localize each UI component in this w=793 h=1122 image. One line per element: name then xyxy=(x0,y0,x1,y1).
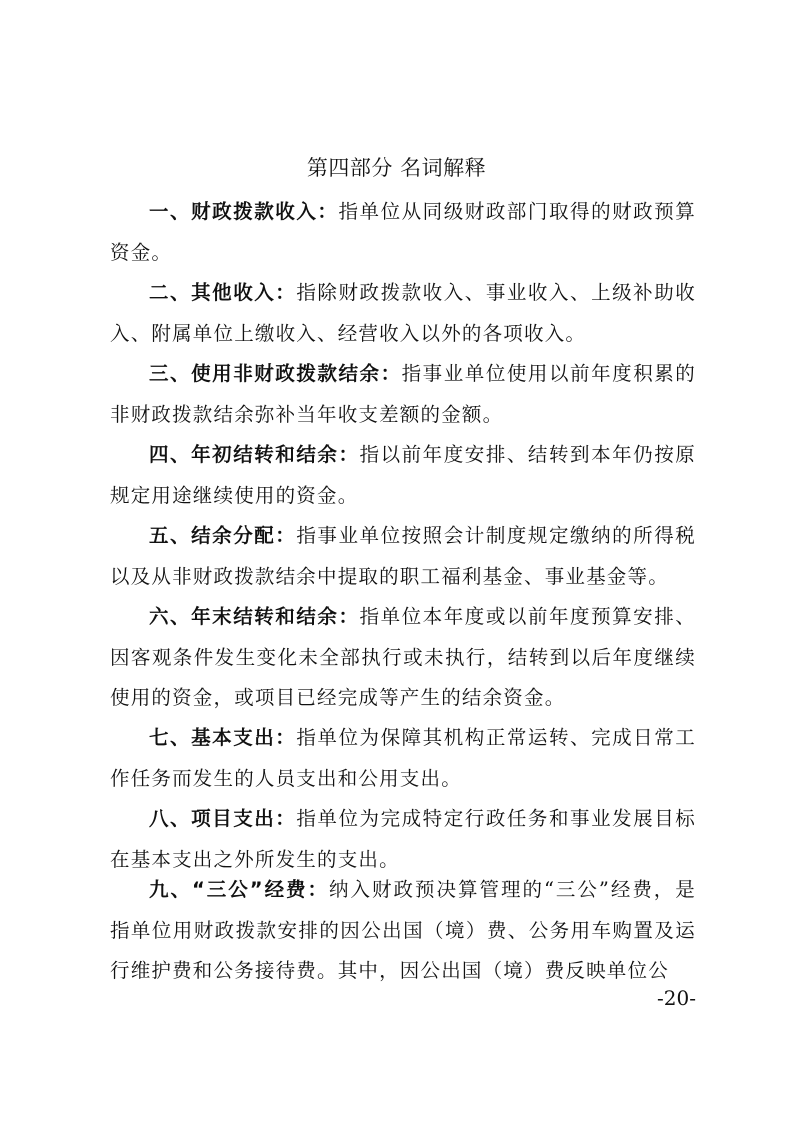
term-8 xyxy=(110,799,696,880)
term-name: 四、年初结转和结余： xyxy=(149,443,360,466)
term-definition: 指事业单位使用以前年度积累的非财政拨款结余弥补当年收支差额的金额。 xyxy=(110,362,696,426)
term-definition: 指单位本年度或以前年度预算安排、因客观条件发生变化未全部执行或未执行，结转到以后年度继续使用的资金，或项目已经完成等产生的结余资金。 xyxy=(110,605,696,709)
page-number: -20- xyxy=(657,986,696,1010)
term-name: 九、“三公”经费： xyxy=(149,878,330,901)
term-definition: 纳入财政预决算管理的“三公”经费，是指单位用财政拨款安排的因公出国（境）费、公务用车购置及运行维护费和公务接待费。其中，因公出国（境）费反映单位公 xyxy=(110,878,696,982)
term-name: 一、财政拨款收入： xyxy=(149,200,339,223)
term-name: 六、年末结转和结余： xyxy=(149,605,360,628)
term-name: 二、其他收入： xyxy=(149,281,297,304)
term-definition: 指以前年度安排、结转到本年仍按原规定用途继续使用的资金。 xyxy=(110,443,696,507)
term-3 xyxy=(110,354,696,435)
term-6 xyxy=(110,597,696,719)
term-4 xyxy=(110,435,696,516)
term-definition: 指事业单位按照会计制度规定缴纳的所得税以及从非财政拨款结余中提取的职工福利基金、事业基金等。 xyxy=(110,524,696,588)
term-definition: 指单位为完成特定行政任务和事业发展目标在基本支出之外所发生的支出。 xyxy=(110,807,696,871)
term-name: 三、使用非财政拨款结余： xyxy=(149,362,402,385)
term-definition: 指除财政拨款收入、事业收入、上级补助收入、附属单位上缴收入、经营收入以外的各项收入。 xyxy=(110,281,696,345)
term-name: 七、基本支出： xyxy=(149,726,297,749)
section-title: 第四部分 名词解释 xyxy=(306,156,487,180)
term-2 xyxy=(110,273,696,354)
term-definition: 指单位为保障其机构正常运转、完成日常工作任务而发生的人员支出和公用支出。 xyxy=(110,726,696,790)
term-1 xyxy=(110,192,696,273)
term-5 xyxy=(110,516,696,597)
term-name: 五、结余分配： xyxy=(149,524,297,547)
term-definition: 指单位从同级财政部门取得的财政预算资金。 xyxy=(110,200,696,264)
term-name: 八、项目支出： xyxy=(149,807,297,830)
term-7 xyxy=(110,718,696,799)
term-9 xyxy=(110,870,696,992)
